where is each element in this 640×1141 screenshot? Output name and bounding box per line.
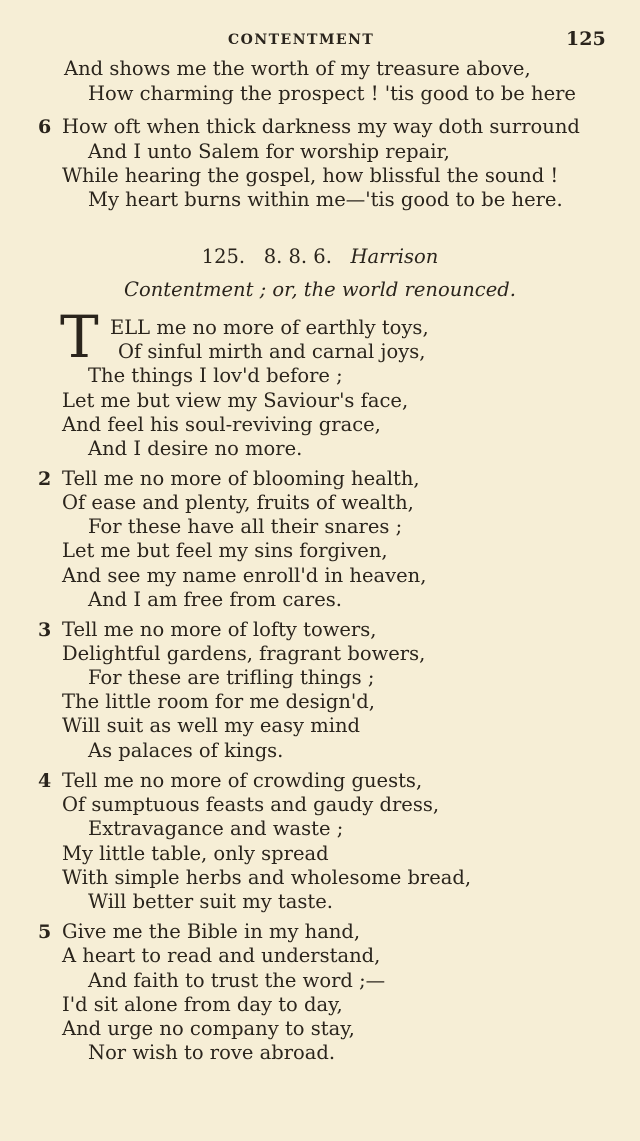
running-title: CONTENTMENT xyxy=(228,32,375,48)
verse-line: While hearing the gospel, how blissful the sound ! xyxy=(62,164,559,187)
verse-line: A heart to read and understand, xyxy=(62,944,381,967)
verse-number: 4 xyxy=(38,770,52,792)
verse-line: Give me the Bible in my hand, xyxy=(62,920,361,943)
verse-line: And urge no company to stay, xyxy=(62,1017,355,1040)
verse-line: Will better suit my taste. xyxy=(88,890,333,913)
verse-number: 5 xyxy=(38,921,52,943)
verse-line: For these have all their snares ; xyxy=(88,515,403,538)
verse-line: And faith to trust the word ;— xyxy=(88,969,386,992)
drop-cap: T xyxy=(60,303,99,371)
verse-line: Tell me no more of crowding guests, xyxy=(62,769,423,792)
verse-line: Of sinful mirth and carnal joys, xyxy=(118,340,426,363)
verse-line: With simple herbs and wholesome bread, xyxy=(62,866,472,889)
verse-line: And shows me the worth of my treasure above, xyxy=(64,57,531,80)
verse-line: Delightful gardens, fragrant bowers, xyxy=(62,642,426,665)
hymn-number: 125. xyxy=(201,245,246,268)
hymn-title: Contentment ; or, the world renounced. xyxy=(124,278,516,301)
verse-line: Will suit as well my easy mind xyxy=(62,714,361,737)
verse-line: Extravagance and waste ; xyxy=(88,817,344,840)
verse-line: How oft when thick darkness my way doth surround xyxy=(62,115,580,138)
verse-line: And I am free from cares. xyxy=(88,588,342,611)
verse-line: My little table, only spread xyxy=(62,842,329,865)
verse-line: And feel his soul-reviving grace, xyxy=(62,413,381,436)
verse-line: I'd sit alone from day to day, xyxy=(62,993,343,1016)
verse-line: Of ease and plenty, fruits of wealth, xyxy=(62,491,414,514)
hymn-meter: 8. 8. 6. xyxy=(263,245,332,268)
verse-line: My heart burns within me—'tis good to be here. xyxy=(88,188,563,211)
verse-line: As palaces of kings. xyxy=(88,739,284,762)
hymn-tune: Harrison xyxy=(350,245,439,268)
verse-number: 6 xyxy=(38,116,52,138)
verse-line: Let me but feel my sins forgiven, xyxy=(62,539,388,562)
verse-line: And I desire no more. xyxy=(88,437,303,460)
verse-number: 2 xyxy=(38,468,52,490)
verse-line: For these are trifling things ; xyxy=(88,666,375,689)
verse-number: 3 xyxy=(38,619,52,641)
page-number: 125 xyxy=(566,28,606,50)
verse-line: And I unto Salem for worship repair, xyxy=(88,140,450,163)
verse-line: How charming the prospect ! 'tis good to be here xyxy=(88,82,576,105)
verse-line: The things I lov'd before ; xyxy=(88,364,343,387)
verse-line: Tell me no more of lofty towers, xyxy=(62,618,377,641)
page-header xyxy=(0,28,640,58)
verse-line: ELL me no more of earthly toys, xyxy=(110,316,429,339)
verse-line: The little room for me design'd, xyxy=(62,690,375,713)
verse-line: Of sumptuous feasts and gaudy dress, xyxy=(62,793,440,816)
hymn-heading xyxy=(0,245,640,268)
verse-line: Nor wish to rove abroad. xyxy=(88,1041,336,1064)
verse-line: Let me but view my Saviour's face, xyxy=(62,389,409,412)
verse-line: And see my name enroll'd in heaven, xyxy=(62,564,427,587)
verse-line: Tell me no more of blooming health, xyxy=(62,467,420,490)
